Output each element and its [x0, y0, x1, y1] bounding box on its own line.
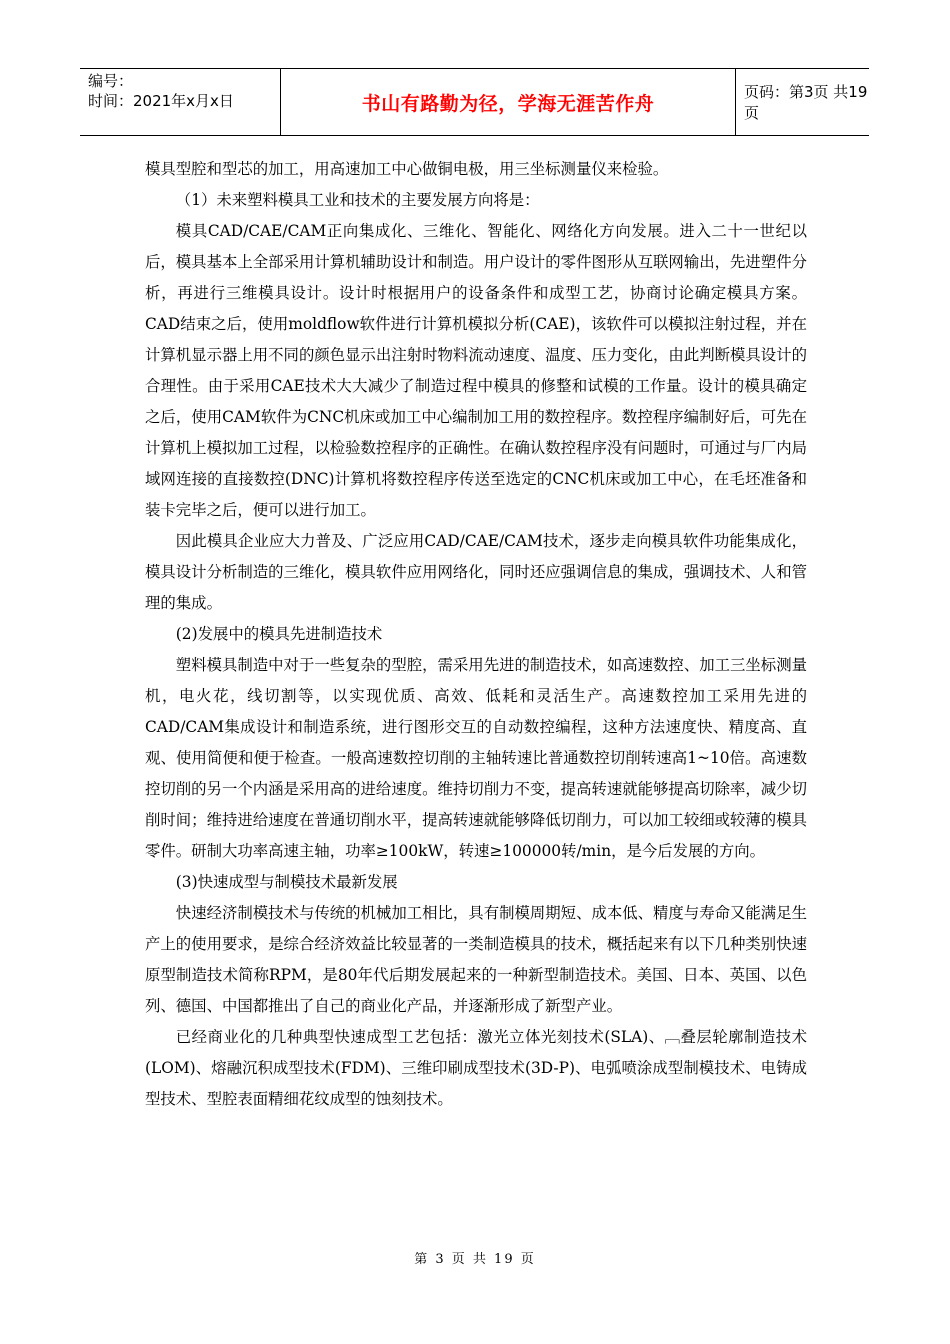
header-number-label: 编号： — [88, 72, 134, 90]
section-heading-2: (2)发展中的模具先进制造技术 — [175, 625, 383, 643]
paragraph-rapid-prototyping-processes: 已经商业化的几种典型快速成型工艺包括：激光立体光刻技术(SLA)、﹇叠层轮廓制造技术(LOM)、熔融沉积成型技术(FDM)、三维印刷成型技术(3D-P)、电弧喷涂成型制模技术、电铸成型技术、型腔表面精细花纹成型的蚀刻技术。 — [145, 1028, 807, 1108]
paragraph-cad-cae-cam: 模具CAD/CAE/CAM正向集成化、三维化、智能化、网络化方向发展。进入二十一世纪以后，模具基本上全部采用计算机辅助设计和制造。用户设计的零件图形从互联网输出，先进塑件分析，再进行三维模具设计。设计时根据用户的设备条件和成型工艺，协商讨论确定模具方案。CAD结束之后，使用moldflow软件进行计算机模拟分析(CAE)，该软件可以模拟注射过程，并在计算机显示器上用不同的颜色显示出注射时物料流动速度、温度、压力变化，由此判断模具设计的合理性。由于采用CAE技术大大减少了制造过程中模具的修整和试模的工作量。设计的模具确定之后，使用CAM软件为CNC机床或加工中心编制加工用的数控程序。数控程序编制好后，可先在计算机上模拟加工过程，以检验数控程序的正确性。在确认数控程序没有问题时，可通过与厂内局域网连接的直接数控(DNC)计算机将数控程序传送至选定的CNC机床或加工中心，在毛坯准备和装卡完毕之后，便可以进行加工。 — [145, 222, 807, 519]
paragraph-continuation: 模具型腔和型芯的加工，用高速加工中心做铜电极，用三坐标测量仪来检验。 — [145, 160, 669, 178]
section-heading-1: （1）未来塑料模具工业和技术的主要发展方向将是： — [175, 191, 540, 209]
paragraph-advanced-manufacturing: 塑料模具制造中对于一些复杂的型腔，需采用先进的制造技术，如高速数控、加工三坐标测量机，电火花，线切割等，以实现优质、高效、低耗和灵活生产。高速数控加工采用先进的CAD/CAM集成设计和制造系统，进行图形交互的自动数控编程，这种方法速度快、精度高、直观、使用简便和便于检查。一般高速数控切削的主轴转速比普通数控切削转速高1~10倍。高速数控切削的另一个内涵是采用高的进给速度。维持切削力不变，提高转速就能够提高切除率，减少切削时间；维持进给速度在普通切削水平，提高转速就能够降低切削力，可以加工较细或较薄的模具零件。研制大功率高速主轴，功率≥100kW，转速≥100000转/min，是今后发展的方向。 — [145, 656, 807, 860]
paragraph-rapid-tooling: 快速经济制模技术与传统的机械加工相比，具有制模周期短、成本低、精度与寿命又能满足生产上的使用要求，是综合经济效益比较显著的一类制造模具的技术，概括起来有以下几种类别快速原型制造技术简称RPM，是80年代后期发展起来的一种新型制造技术。美国、日本、英国、以色列、德国、中国都推出了自己的商业化产品，并逐渐形成了新型产业。 — [145, 904, 807, 1015]
document-header — [80, 68, 869, 136]
page-footer: 第 3 页 共 19 页 — [414, 1252, 536, 1267]
header-motto-cell — [281, 69, 736, 135]
header-motto: 书山有路勤为径，学海无涯苦作舟 — [361, 92, 655, 115]
paragraph-integration: 因此模具企业应大力普及、广泛应用CAD/CAE/CAM技术，逐步走向模具软件功能集成化，模具设计分析制造的三维化，模具软件应用网络化，同时还应强调信息的集成，强调技术、人和管理的集成。 — [145, 532, 807, 612]
header-page-code: 页码：第3页 共19页 — [744, 83, 868, 122]
section-heading-3: (3)快速成型与制模技术最新发展 — [175, 873, 398, 891]
header-info-cell — [80, 69, 281, 135]
header-page-cell — [736, 69, 869, 135]
document-body — [145, 154, 807, 1115]
header-time-label: 时间：2021年x月x日 — [88, 92, 234, 110]
